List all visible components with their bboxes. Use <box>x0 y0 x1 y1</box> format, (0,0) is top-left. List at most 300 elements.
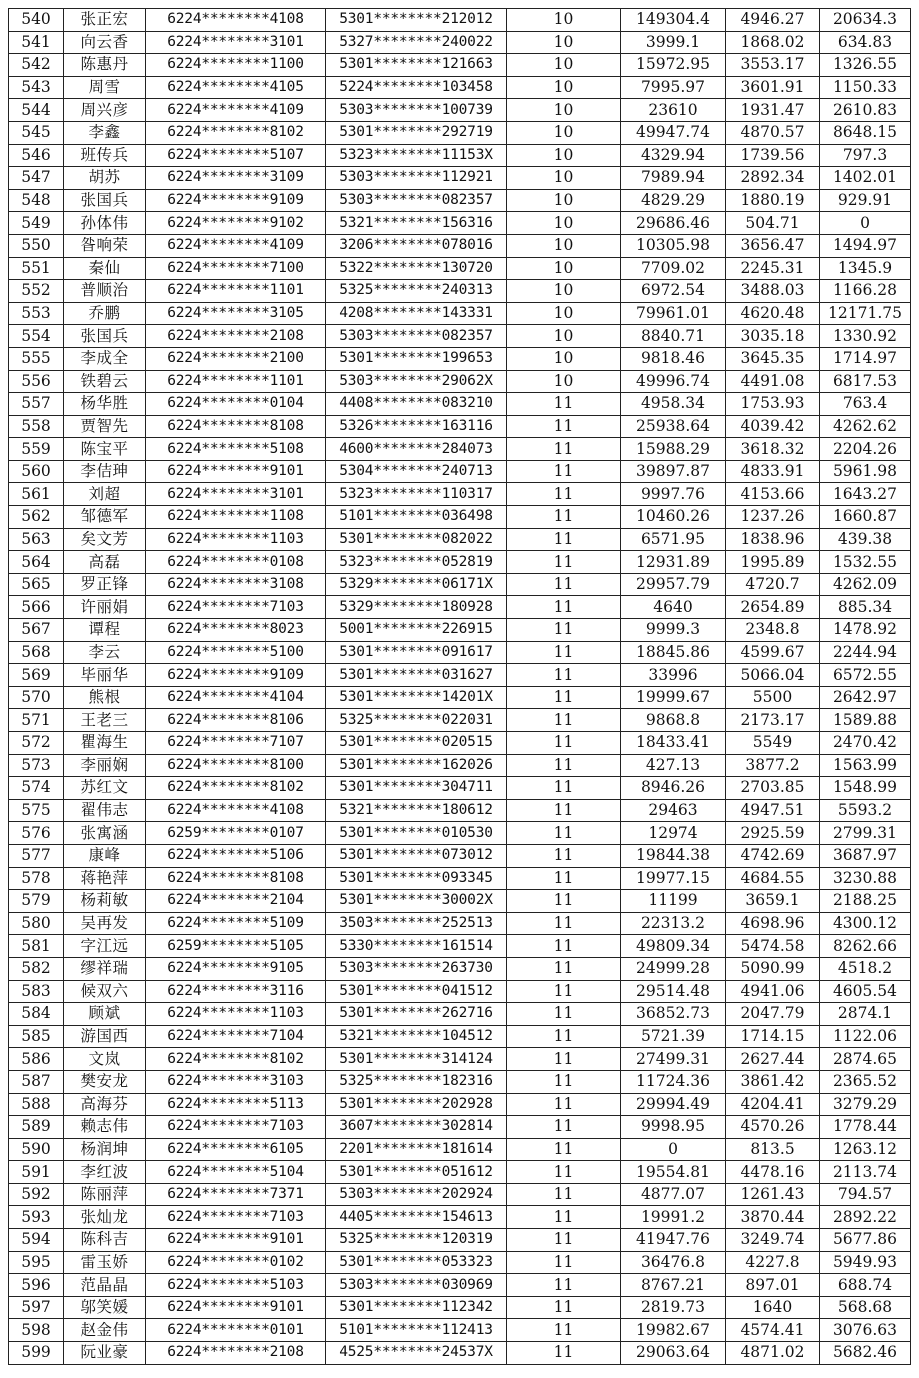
name-cell: 苏红文 <box>64 777 146 800</box>
group-cell: 11 <box>507 1251 621 1274</box>
group-cell: 11 <box>507 1093 621 1116</box>
group-cell: 11 <box>507 596 621 619</box>
name-cell: 张国兵 <box>64 189 146 212</box>
table-row <box>9 912 911 935</box>
row-index-cell: 583 <box>9 980 64 1003</box>
value-b-cell: 1345.9 <box>820 257 911 280</box>
table-row <box>9 393 911 416</box>
value-a-cell: 4742.69 <box>726 844 820 867</box>
group-cell: 11 <box>507 935 621 958</box>
amount-cell: 49996.74 <box>621 370 726 393</box>
amount-cell: 29686.46 <box>621 212 726 235</box>
value-b-cell: 6572.55 <box>820 664 911 687</box>
bank-card-cell: 6224********6105 <box>146 1138 326 1161</box>
table-row <box>9 460 911 483</box>
name-cell: 班传兵 <box>64 144 146 167</box>
id-number-cell: 5101********036498 <box>326 506 507 529</box>
value-b-cell: 1122.06 <box>820 1025 911 1048</box>
name-cell: 毕丽华 <box>64 664 146 687</box>
name-cell: 李云 <box>64 641 146 664</box>
id-number-cell: 5321********104512 <box>326 1025 507 1048</box>
value-b-cell: 885.34 <box>820 596 911 619</box>
value-a-cell: 3618.32 <box>726 438 820 461</box>
row-index-cell: 588 <box>9 1093 64 1116</box>
bank-card-cell: 6224********0104 <box>146 393 326 416</box>
group-cell: 11 <box>507 1342 621 1365</box>
id-number-cell: 5301********091617 <box>326 641 507 664</box>
bank-card-cell: 6224********9109 <box>146 189 326 212</box>
group-cell: 11 <box>507 1070 621 1093</box>
group-cell: 11 <box>507 844 621 867</box>
amount-cell: 2819.73 <box>621 1296 726 1319</box>
id-number-cell: 5301********073012 <box>326 844 507 867</box>
bank-card-cell: 6224********7371 <box>146 1183 326 1206</box>
name-cell: 杨华胜 <box>64 393 146 416</box>
name-cell: 许丽娟 <box>64 596 146 619</box>
value-a-cell: 5474.58 <box>726 935 820 958</box>
value-a-cell: 4684.55 <box>726 867 820 890</box>
value-a-cell: 4227.8 <box>726 1251 820 1274</box>
amount-cell: 15988.29 <box>621 438 726 461</box>
table-row <box>9 1003 911 1026</box>
value-a-cell: 1995.89 <box>726 551 820 574</box>
bank-card-cell: 6224********5104 <box>146 1161 326 1184</box>
table-row <box>9 1274 911 1297</box>
row-index-cell: 559 <box>9 438 64 461</box>
name-cell: 文岚 <box>64 1048 146 1071</box>
bank-card-cell: 6224********5108 <box>146 438 326 461</box>
id-number-cell: 5301********262716 <box>326 1003 507 1026</box>
group-cell: 11 <box>507 641 621 664</box>
table-row <box>9 777 911 800</box>
amount-cell: 19982.67 <box>621 1319 726 1342</box>
value-a-cell: 5066.04 <box>726 664 820 687</box>
amount-cell: 29994.49 <box>621 1093 726 1116</box>
value-a-cell: 1931.47 <box>726 99 820 122</box>
id-number-cell: 4525********24537X <box>326 1342 507 1365</box>
bank-card-cell: 6224********7107 <box>146 732 326 755</box>
amount-cell: 19844.38 <box>621 844 726 867</box>
bank-card-cell: 6224********9102 <box>146 212 326 235</box>
group-cell: 10 <box>507 325 621 348</box>
value-b-cell: 2204.26 <box>820 438 911 461</box>
value-b-cell: 3076.63 <box>820 1319 911 1342</box>
id-number-cell: 5301********121663 <box>326 54 507 77</box>
group-cell: 10 <box>507 54 621 77</box>
value-a-cell: 2348.8 <box>726 619 820 642</box>
bank-card-cell: 6224********9101 <box>146 1229 326 1252</box>
row-index-cell: 587 <box>9 1070 64 1093</box>
amount-cell: 4829.29 <box>621 189 726 212</box>
value-b-cell: 688.74 <box>820 1274 911 1297</box>
group-cell: 10 <box>507 280 621 303</box>
table-row <box>9 822 911 845</box>
name-cell: 李丽娴 <box>64 754 146 777</box>
bank-card-cell: 6224********7104 <box>146 1025 326 1048</box>
table-row <box>9 1342 911 1365</box>
name-cell: 刘超 <box>64 483 146 506</box>
bank-card-cell: 6224********9109 <box>146 664 326 687</box>
id-number-cell: 5326********163116 <box>326 415 507 438</box>
group-cell: 10 <box>507 121 621 144</box>
value-a-cell: 2892.34 <box>726 167 820 190</box>
row-index-cell: 581 <box>9 935 64 958</box>
value-a-cell: 3861.42 <box>726 1070 820 1093</box>
id-number-cell: 5301********112342 <box>326 1296 507 1319</box>
id-number-cell: 5301********010530 <box>326 822 507 845</box>
name-cell: 赵金伟 <box>64 1319 146 1342</box>
id-number-cell: 5301********051612 <box>326 1161 507 1184</box>
value-b-cell: 929.91 <box>820 189 911 212</box>
amount-cell: 6571.95 <box>621 528 726 551</box>
id-number-cell: 5303********030969 <box>326 1274 507 1297</box>
bank-card-cell: 6224********3109 <box>146 167 326 190</box>
group-cell: 11 <box>507 912 621 935</box>
group-cell: 11 <box>507 460 621 483</box>
id-number-cell: 5301********162026 <box>326 754 507 777</box>
value-a-cell: 5090.99 <box>726 957 820 980</box>
value-b-cell: 0 <box>820 212 911 235</box>
row-index-cell: 561 <box>9 483 64 506</box>
value-b-cell: 1402.01 <box>820 167 911 190</box>
table-row <box>9 935 911 958</box>
group-cell: 11 <box>507 1116 621 1139</box>
group-cell: 11 <box>507 1161 621 1184</box>
row-index-cell: 594 <box>9 1229 64 1252</box>
id-number-cell: 5329********06171X <box>326 573 507 596</box>
row-index-cell: 546 <box>9 144 64 167</box>
bank-card-cell: 6224********1101 <box>146 370 326 393</box>
table-row <box>9 709 911 732</box>
row-index-cell: 574 <box>9 777 64 800</box>
bank-card-cell: 6224********0102 <box>146 1251 326 1274</box>
table-row <box>9 844 911 867</box>
bank-card-cell: 6224********3116 <box>146 980 326 1003</box>
bank-card-cell: 6224********2108 <box>146 1342 326 1365</box>
name-cell: 吴再发 <box>64 912 146 935</box>
group-cell: 11 <box>507 1003 621 1026</box>
group-cell: 10 <box>507 31 621 54</box>
value-b-cell: 5949.93 <box>820 1251 911 1274</box>
id-number-cell: 5325********182316 <box>326 1070 507 1093</box>
value-b-cell: 4262.62 <box>820 415 911 438</box>
id-number-cell: 5303********112921 <box>326 167 507 190</box>
value-b-cell: 20634.3 <box>820 9 911 32</box>
amount-cell: 149304.4 <box>621 9 726 32</box>
row-index-cell: 577 <box>9 844 64 867</box>
value-b-cell: 4300.12 <box>820 912 911 935</box>
id-number-cell: 5301********082022 <box>326 528 507 551</box>
bank-card-cell: 6259********0107 <box>146 822 326 845</box>
bank-card-cell: 6224********4108 <box>146 9 326 32</box>
value-b-cell: 1326.55 <box>820 54 911 77</box>
amount-cell: 9818.46 <box>621 347 726 370</box>
table-row <box>9 189 911 212</box>
row-index-cell: 545 <box>9 121 64 144</box>
name-cell: 铁碧云 <box>64 370 146 393</box>
name-cell: 昝响荣 <box>64 234 146 257</box>
amount-cell: 7989.94 <box>621 167 726 190</box>
name-cell: 罗正锋 <box>64 573 146 596</box>
bank-card-cell: 6224********5103 <box>146 1274 326 1297</box>
table-row <box>9 76 911 99</box>
bank-card-cell: 6224********8106 <box>146 709 326 732</box>
amount-cell: 8767.21 <box>621 1274 726 1297</box>
amount-cell: 19977.15 <box>621 867 726 890</box>
id-number-cell: 5323********052819 <box>326 551 507 574</box>
group-cell: 10 <box>507 99 621 122</box>
group-cell: 10 <box>507 76 621 99</box>
group-cell: 11 <box>507 1138 621 1161</box>
group-cell: 10 <box>507 9 621 32</box>
table-row <box>9 212 911 235</box>
bank-card-cell: 6224********3108 <box>146 573 326 596</box>
amount-cell: 19991.2 <box>621 1206 726 1229</box>
name-cell: 贾智先 <box>64 415 146 438</box>
bank-card-cell: 6224********4105 <box>146 76 326 99</box>
name-cell: 张正宏 <box>64 9 146 32</box>
group-cell: 11 <box>507 1206 621 1229</box>
name-cell: 李佶珅 <box>64 460 146 483</box>
row-index-cell: 596 <box>9 1274 64 1297</box>
amount-cell: 5721.39 <box>621 1025 726 1048</box>
id-number-cell: 5301********202928 <box>326 1093 507 1116</box>
group-cell: 11 <box>507 867 621 890</box>
value-b-cell: 1263.12 <box>820 1138 911 1161</box>
table-row <box>9 1116 911 1139</box>
group-cell: 11 <box>507 980 621 1003</box>
amount-cell: 24999.28 <box>621 957 726 980</box>
id-number-cell: 5301********30002X <box>326 890 507 913</box>
table-row <box>9 1138 911 1161</box>
amount-cell: 41947.76 <box>621 1229 726 1252</box>
id-number-cell: 4405********154613 <box>326 1206 507 1229</box>
bank-card-cell: 6224********4104 <box>146 686 326 709</box>
row-index-cell: 550 <box>9 234 64 257</box>
amount-cell: 15972.95 <box>621 54 726 77</box>
amount-cell: 4958.34 <box>621 393 726 416</box>
group-cell: 11 <box>507 1229 621 1252</box>
value-a-cell: 3553.17 <box>726 54 820 77</box>
id-number-cell: 5330********161514 <box>326 935 507 958</box>
value-a-cell: 2654.89 <box>726 596 820 619</box>
value-a-cell: 5500 <box>726 686 820 709</box>
table-row <box>9 302 911 325</box>
row-index-cell: 580 <box>9 912 64 935</box>
amount-cell: 18845.86 <box>621 641 726 664</box>
table-row <box>9 1183 911 1206</box>
amount-cell: 9997.76 <box>621 483 726 506</box>
table-row <box>9 1296 911 1319</box>
value-a-cell: 504.71 <box>726 212 820 235</box>
value-b-cell: 5593.2 <box>820 799 911 822</box>
bank-card-cell: 6224********1101 <box>146 280 326 303</box>
value-b-cell: 4605.54 <box>820 980 911 1003</box>
bank-card-cell: 6224********3101 <box>146 483 326 506</box>
amount-cell: 11724.36 <box>621 1070 726 1093</box>
value-b-cell: 2365.52 <box>820 1070 911 1093</box>
row-index-cell: 544 <box>9 99 64 122</box>
name-cell: 缪祥瑞 <box>64 957 146 980</box>
row-index-cell: 597 <box>9 1296 64 1319</box>
name-cell: 张国兵 <box>64 325 146 348</box>
group-cell: 11 <box>507 415 621 438</box>
amount-cell: 9998.95 <box>621 1116 726 1139</box>
row-index-cell: 570 <box>9 686 64 709</box>
bank-card-cell: 6224********2100 <box>146 347 326 370</box>
value-a-cell: 4720.7 <box>726 573 820 596</box>
table-row <box>9 619 911 642</box>
value-b-cell: 6817.53 <box>820 370 911 393</box>
amount-cell: 9999.3 <box>621 619 726 642</box>
row-index-cell: 579 <box>9 890 64 913</box>
records-table <box>8 8 911 1365</box>
value-b-cell: 568.68 <box>820 1296 911 1319</box>
value-b-cell: 2610.83 <box>820 99 911 122</box>
bank-card-cell: 6224********0108 <box>146 551 326 574</box>
name-cell: 张灿龙 <box>64 1206 146 1229</box>
value-a-cell: 3601.91 <box>726 76 820 99</box>
bank-card-cell: 6224********5109 <box>146 912 326 935</box>
value-b-cell: 1494.97 <box>820 234 911 257</box>
amount-cell: 8840.71 <box>621 325 726 348</box>
amount-cell: 23610 <box>621 99 726 122</box>
bank-card-cell: 6224********3101 <box>146 31 326 54</box>
row-index-cell: 557 <box>9 393 64 416</box>
bank-card-cell: 6224********3105 <box>146 302 326 325</box>
name-cell: 阮业豪 <box>64 1342 146 1365</box>
record-sheet <box>8 8 910 1365</box>
bank-card-cell: 6224********8102 <box>146 121 326 144</box>
group-cell: 11 <box>507 1048 621 1071</box>
table-row <box>9 686 911 709</box>
table-row <box>9 528 911 551</box>
table-row <box>9 1025 911 1048</box>
value-a-cell: 1237.26 <box>726 506 820 529</box>
amount-cell: 9868.8 <box>621 709 726 732</box>
value-a-cell: 4039.42 <box>726 415 820 438</box>
id-number-cell: 5301********031627 <box>326 664 507 687</box>
bank-card-cell: 6224********9101 <box>146 1296 326 1319</box>
table-row <box>9 438 911 461</box>
amount-cell: 19999.67 <box>621 686 726 709</box>
name-cell: 胡苏 <box>64 167 146 190</box>
bank-card-cell: 6224********4108 <box>146 799 326 822</box>
amount-cell: 3999.1 <box>621 31 726 54</box>
id-number-cell: 5224********103458 <box>326 76 507 99</box>
group-cell: 11 <box>507 754 621 777</box>
bank-card-cell: 6224********5106 <box>146 844 326 867</box>
value-a-cell: 4599.67 <box>726 641 820 664</box>
id-number-cell: 5325********120319 <box>326 1229 507 1252</box>
amount-cell: 29957.79 <box>621 573 726 596</box>
table-row <box>9 867 911 890</box>
value-a-cell: 1714.15 <box>726 1025 820 1048</box>
table-row <box>9 506 911 529</box>
name-cell: 陈宝平 <box>64 438 146 461</box>
row-index-cell: 551 <box>9 257 64 280</box>
group-cell: 11 <box>507 709 621 732</box>
value-a-cell: 4833.91 <box>726 460 820 483</box>
value-a-cell: 1868.02 <box>726 31 820 54</box>
value-a-cell: 4574.41 <box>726 1319 820 1342</box>
value-b-cell: 2113.74 <box>820 1161 911 1184</box>
table-row <box>9 732 911 755</box>
table-row <box>9 551 911 574</box>
bank-card-cell: 6224********1108 <box>146 506 326 529</box>
table-row <box>9 1229 911 1252</box>
table-row <box>9 325 911 348</box>
value-a-cell: 2627.44 <box>726 1048 820 1071</box>
table-row <box>9 347 911 370</box>
id-number-cell: 5301********053323 <box>326 1251 507 1274</box>
table-row <box>9 573 911 596</box>
bank-card-cell: 6224********7103 <box>146 1206 326 1229</box>
table-row <box>9 167 911 190</box>
group-cell: 11 <box>507 777 621 800</box>
id-number-cell: 5101********112413 <box>326 1319 507 1342</box>
amount-cell: 29463 <box>621 799 726 822</box>
group-cell: 11 <box>507 483 621 506</box>
row-index-cell: 598 <box>9 1319 64 1342</box>
bank-card-cell: 6224********8100 <box>146 754 326 777</box>
value-b-cell: 2874.1 <box>820 1003 911 1026</box>
bank-card-cell: 6224********0101 <box>146 1319 326 1342</box>
table-row <box>9 1206 911 1229</box>
row-index-cell: 555 <box>9 347 64 370</box>
name-cell: 向云香 <box>64 31 146 54</box>
group-cell: 11 <box>507 528 621 551</box>
value-b-cell: 4518.2 <box>820 957 911 980</box>
table-row <box>9 1319 911 1342</box>
bank-card-cell: 6224********2104 <box>146 890 326 913</box>
row-index-cell: 589 <box>9 1116 64 1139</box>
bank-card-cell: 6224********1103 <box>146 1003 326 1026</box>
group-cell: 10 <box>507 370 621 393</box>
id-number-cell: 5323********110317 <box>326 483 507 506</box>
table-row <box>9 1161 911 1184</box>
bank-card-cell: 6224********9105 <box>146 957 326 980</box>
id-number-cell: 5325********240313 <box>326 280 507 303</box>
name-cell: 候双六 <box>64 980 146 1003</box>
bank-card-cell: 6224********8023 <box>146 619 326 642</box>
value-b-cell: 3230.88 <box>820 867 911 890</box>
bank-card-cell: 6224********1100 <box>146 54 326 77</box>
name-cell: 李鑫 <box>64 121 146 144</box>
value-b-cell: 1548.99 <box>820 777 911 800</box>
amount-cell: 27499.31 <box>621 1048 726 1071</box>
group-cell: 11 <box>507 732 621 755</box>
id-number-cell: 5303********100739 <box>326 99 507 122</box>
amount-cell: 10460.26 <box>621 506 726 529</box>
amount-cell: 29514.48 <box>621 980 726 1003</box>
value-b-cell: 1589.88 <box>820 709 911 732</box>
amount-cell: 7995.97 <box>621 76 726 99</box>
amount-cell: 39897.87 <box>621 460 726 483</box>
name-cell: 王老三 <box>64 709 146 732</box>
id-number-cell: 3206********078016 <box>326 234 507 257</box>
id-number-cell: 2201********181614 <box>326 1138 507 1161</box>
group-cell: 11 <box>507 1296 621 1319</box>
table-row <box>9 121 911 144</box>
value-b-cell: 2188.25 <box>820 890 911 913</box>
value-b-cell: 1563.99 <box>820 754 911 777</box>
name-cell: 雷玉娇 <box>64 1251 146 1274</box>
table-row <box>9 1093 911 1116</box>
value-a-cell: 4871.02 <box>726 1342 820 1365</box>
value-a-cell: 1753.93 <box>726 393 820 416</box>
amount-cell: 19554.81 <box>621 1161 726 1184</box>
